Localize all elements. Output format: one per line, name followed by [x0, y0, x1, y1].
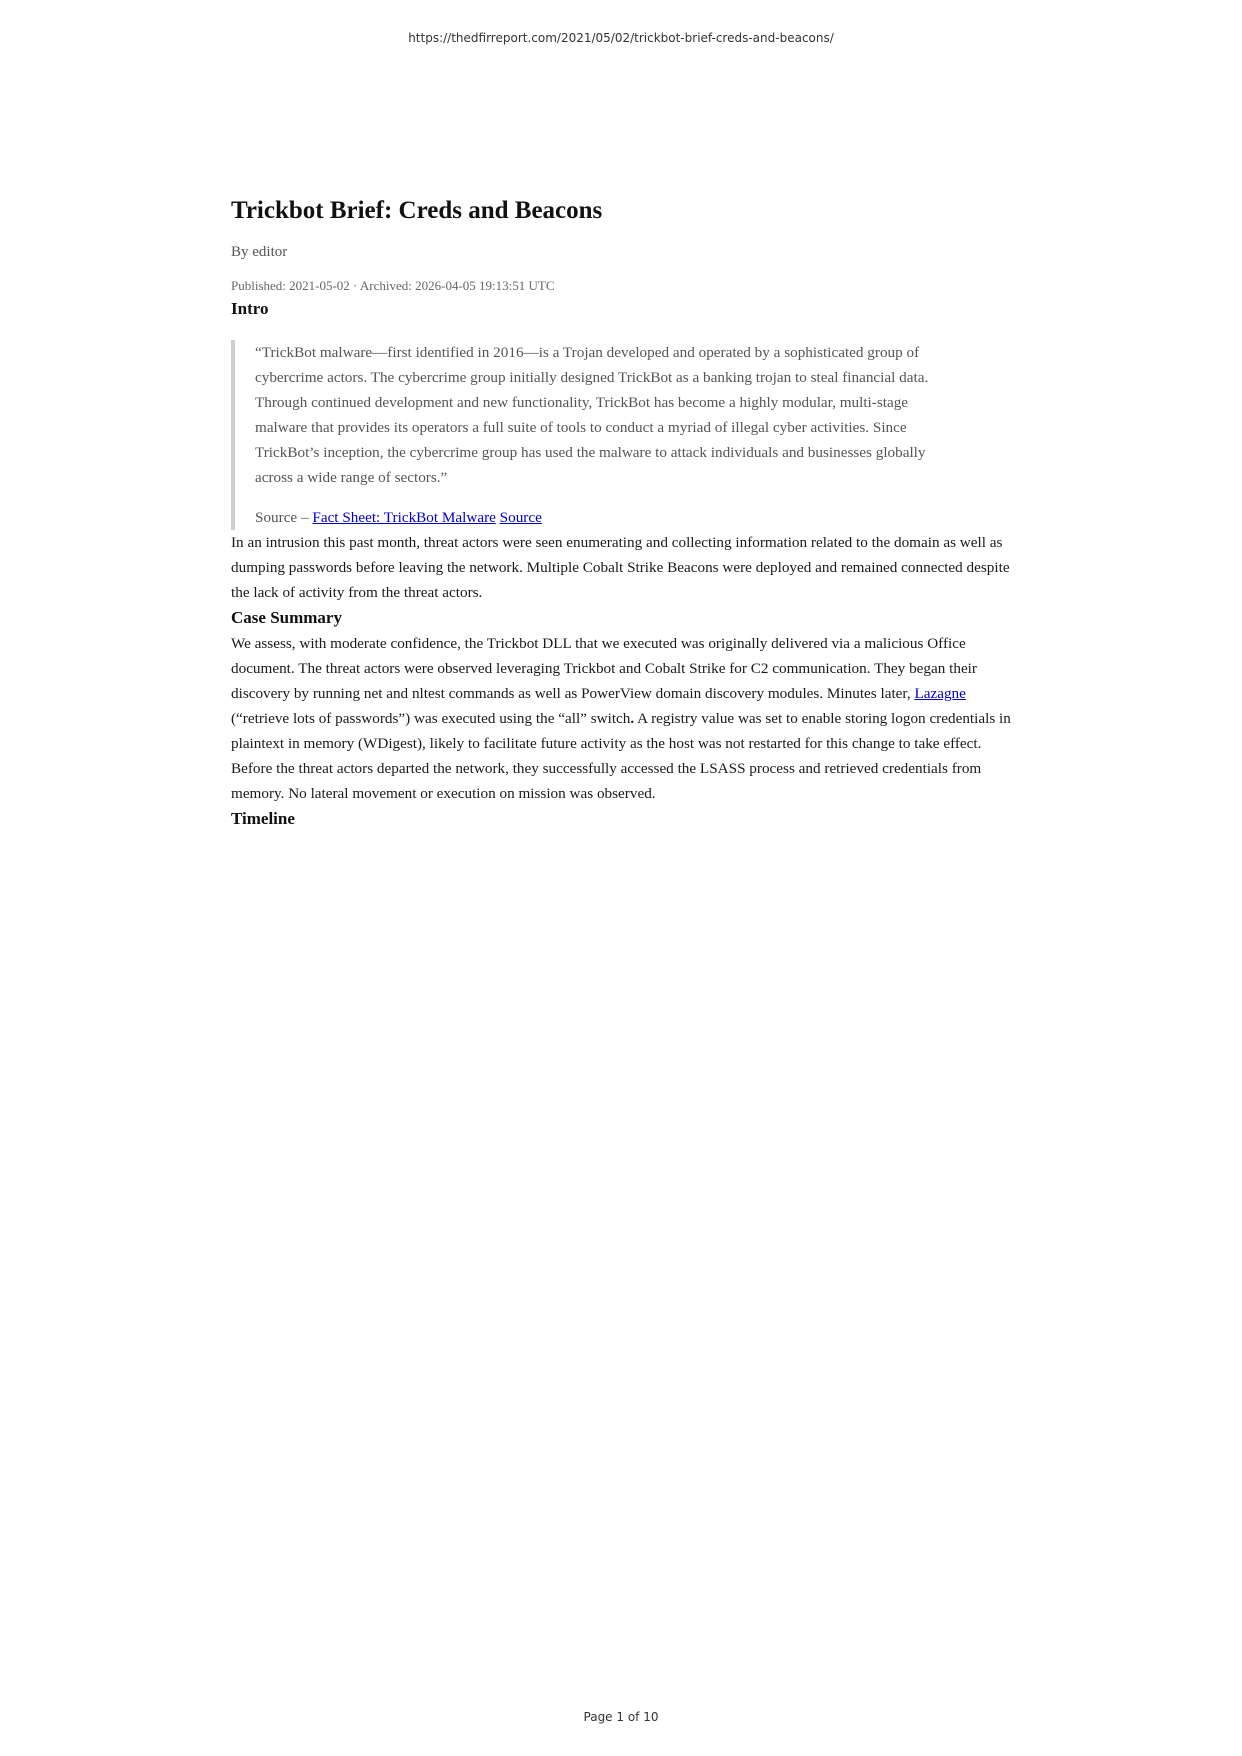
section-heading-timeline: Timeline — [231, 809, 295, 828]
case-summary-paragraph-1 — [231, 631, 1013, 756]
source-link[interactable]: Source — [499, 509, 542, 526]
source-prefix: Source – — [255, 509, 313, 526]
page-number-footer: Page 1 of 10 — [583, 1710, 659, 1724]
case-summary-text-a: We assess, with moderate confidence, the Trickbot DLL that we executed was originally delivered via a malicious Office document. The threat actors were observed leveraging Trickbot and Cobalt Strike for C2 communication. They began their discovery by running net and nltest commands as well as PowerView domain discovery modules. Minutes later, — [231, 635, 977, 702]
case-summary-paragraph-2: Before the threat actors departed the network, they successfully accessed the LSASS process and retrieved credentials from memory. No lateral movement or execution on mission was observed. — [231, 760, 982, 802]
intro-paragraph: In an intrusion this past month, threat actors were seen enumerating and collecting information related to the domain as well as dumping passwords before leaving the network. Multiple Cobalt Strike Beacons were deployed and remained connected despite the lack of activity from the threat actors. — [231, 534, 1010, 601]
article — [231, 194, 1013, 832]
intro-blockquote — [231, 340, 1013, 530]
lazagne-link[interactable]: Lazagne — [914, 685, 966, 702]
case-summary-text-b: (“retrieve lots of passwords”) was executed using the “all” switch — [231, 710, 631, 727]
article-published-date: Published: 2021-05-02 · Archived: 2026-04-05 19:13:51 UTC — [231, 278, 555, 293]
article-title: Trickbot Brief: Creds and Beacons — [231, 197, 603, 224]
fact-sheet-link[interactable]: Fact Sheet: TrickBot Malware — [312, 509, 496, 526]
section-heading-case-summary: Case Summary — [231, 608, 342, 627]
article-byline: By editor — [231, 244, 288, 260]
section-heading-intro: Intro — [231, 299, 269, 318]
quote-text: “TrickBot malware—first identified in 2016—is a Trojan developed and operated by a sophisticated group of cybercrime actors. The cybercrime group initially designed TrickBot as a banking trojan to steal financial data. Through continued development and new functionality, TrickBot has become a highly modular, multi-stage malware that provides its operators a full suite of tools to conduct a myriad of illegal cyber activities. Since TrickBot’s inception, the cybercrime group has used the malware to attack individuals and businesses globally across a wide range of sectors.” — [255, 344, 929, 486]
page-url-header: https://thedfirreport.com/2021/05/02/trickbot-brief-creds-and-beacons/ — [408, 31, 834, 45]
case-summary-text-c: A registry value was set to enable storing logon credentials in plaintext in memory (WDigest), likely to facilitate future activity as the host was not restarted for this change to take effect. — [231, 710, 1011, 752]
case-summary-bold-period: . — [630, 710, 635, 727]
quote-source-line — [255, 505, 955, 530]
